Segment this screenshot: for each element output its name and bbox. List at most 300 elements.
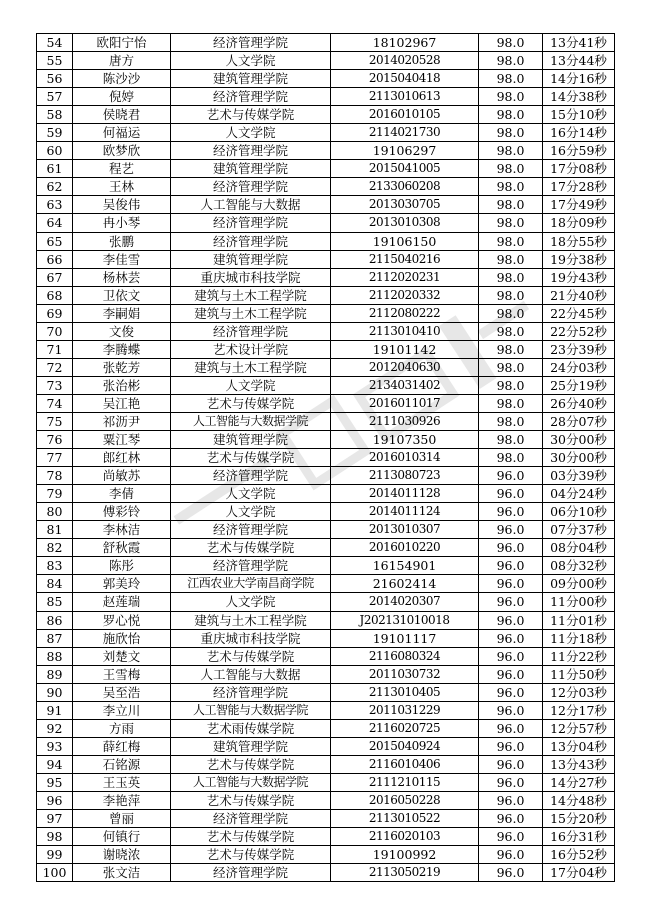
table-row bbox=[37, 701, 615, 719]
student-id-cell: 2014020528 bbox=[331, 52, 479, 70]
score-cell: 96.0 bbox=[479, 755, 543, 773]
time-cell: 14分38秒 bbox=[543, 88, 615, 106]
rank-cell: 72 bbox=[37, 358, 73, 376]
name-cell: 陈沙沙 bbox=[73, 70, 171, 88]
rank-cell: 71 bbox=[37, 340, 73, 358]
time-cell: 17分28秒 bbox=[543, 178, 615, 196]
time-cell: 16分52秒 bbox=[543, 846, 615, 864]
score-cell: 98.0 bbox=[479, 449, 543, 467]
college-cell: 人文学院 bbox=[171, 485, 331, 503]
time-cell: 30分00秒 bbox=[543, 449, 615, 467]
score-cell: 98.0 bbox=[479, 160, 543, 178]
name-cell: 方雨 bbox=[73, 719, 171, 737]
score-cell: 98.0 bbox=[479, 70, 543, 88]
time-cell: 14分48秒 bbox=[543, 791, 615, 809]
time-cell: 11分18秒 bbox=[543, 629, 615, 647]
rank-cell: 82 bbox=[37, 539, 73, 557]
student-id-cell: 2014011124 bbox=[331, 503, 479, 521]
name-cell: 曾丽 bbox=[73, 810, 171, 828]
name-cell: 陈彤 bbox=[73, 557, 171, 575]
college-cell: 经济管理学院 bbox=[171, 142, 331, 160]
score-cell: 96.0 bbox=[479, 503, 543, 521]
score-cell: 98.0 bbox=[479, 34, 543, 52]
table-row bbox=[37, 503, 615, 521]
table-row bbox=[37, 214, 615, 232]
college-cell: 建筑管理学院 bbox=[171, 160, 331, 178]
time-cell: 16分31秒 bbox=[543, 828, 615, 846]
rank-cell: 99 bbox=[37, 846, 73, 864]
time-cell: 14分27秒 bbox=[543, 773, 615, 791]
name-cell: 郭美玲 bbox=[73, 575, 171, 593]
student-id-cell: 2113050219 bbox=[331, 864, 479, 882]
rank-cell: 93 bbox=[37, 737, 73, 755]
college-cell: 建筑管理学院 bbox=[171, 737, 331, 755]
student-id-cell: 2115040216 bbox=[331, 250, 479, 268]
name-cell: 刘楚文 bbox=[73, 647, 171, 665]
name-cell: 吴至浩 bbox=[73, 683, 171, 701]
student-id-cell: 2014011128 bbox=[331, 485, 479, 503]
time-cell: 11分22秒 bbox=[543, 647, 615, 665]
table-row bbox=[37, 178, 615, 196]
table-row bbox=[37, 52, 615, 70]
time-cell: 18分55秒 bbox=[543, 232, 615, 250]
time-cell: 08分32秒 bbox=[543, 557, 615, 575]
name-cell: 王林 bbox=[73, 178, 171, 196]
student-id-cell: 2015040418 bbox=[331, 70, 479, 88]
time-cell: 12分57秒 bbox=[543, 719, 615, 737]
time-cell: 26分40秒 bbox=[543, 394, 615, 412]
student-id-cell: 19107350 bbox=[331, 431, 479, 449]
name-cell: 张鹏 bbox=[73, 232, 171, 250]
score-cell: 98.0 bbox=[479, 232, 543, 250]
student-id-cell: 2116020725 bbox=[331, 719, 479, 737]
rank-cell: 80 bbox=[37, 503, 73, 521]
table-row bbox=[37, 88, 615, 106]
rank-cell: 75 bbox=[37, 412, 73, 430]
score-cell: 96.0 bbox=[479, 485, 543, 503]
rank-cell: 57 bbox=[37, 88, 73, 106]
college-cell: 重庆城市科技学院 bbox=[171, 268, 331, 286]
table-row bbox=[37, 340, 615, 358]
table-row bbox=[37, 304, 615, 322]
time-cell: 22分45秒 bbox=[543, 304, 615, 322]
time-cell: 22分52秒 bbox=[543, 322, 615, 340]
name-cell: 李艳萍 bbox=[73, 791, 171, 809]
time-cell: 06分10秒 bbox=[543, 503, 615, 521]
rank-cell: 92 bbox=[37, 719, 73, 737]
college-cell: 经济管理学院 bbox=[171, 232, 331, 250]
table-row bbox=[37, 864, 615, 882]
college-cell: 艺术与传媒学院 bbox=[171, 647, 331, 665]
table-row bbox=[37, 647, 615, 665]
rank-cell: 86 bbox=[37, 611, 73, 629]
time-cell: 08分04秒 bbox=[543, 539, 615, 557]
rank-cell: 81 bbox=[37, 521, 73, 539]
college-cell: 经济管理学院 bbox=[171, 214, 331, 232]
rank-cell: 56 bbox=[37, 70, 73, 88]
table-row bbox=[37, 34, 615, 52]
name-cell: 侯晓君 bbox=[73, 106, 171, 124]
college-cell: 建筑管理学院 bbox=[171, 431, 331, 449]
college-cell: 人文学院 bbox=[171, 52, 331, 70]
student-id-cell: 2116010406 bbox=[331, 755, 479, 773]
college-cell: 人工智能与大数据学院 bbox=[171, 701, 331, 719]
score-cell: 98.0 bbox=[479, 340, 543, 358]
table-row bbox=[37, 322, 615, 340]
name-cell: 舒秋霞 bbox=[73, 539, 171, 557]
college-cell: 人工智能与大数据学院 bbox=[171, 412, 331, 430]
score-cell: 96.0 bbox=[479, 828, 543, 846]
score-cell: 98.0 bbox=[479, 214, 543, 232]
table-row bbox=[37, 846, 615, 864]
rank-cell: 74 bbox=[37, 394, 73, 412]
table-row bbox=[37, 160, 615, 178]
score-cell: 98.0 bbox=[479, 124, 543, 142]
time-cell: 15分20秒 bbox=[543, 810, 615, 828]
time-cell: 17分49秒 bbox=[543, 196, 615, 214]
student-id-cell: 2016010314 bbox=[331, 449, 479, 467]
time-cell: 13分04秒 bbox=[543, 737, 615, 755]
student-id-cell: 2012040630 bbox=[331, 358, 479, 376]
score-cell: 96.0 bbox=[479, 791, 543, 809]
score-cell: 96.0 bbox=[479, 737, 543, 755]
student-id-cell: 19100992 bbox=[331, 846, 479, 864]
time-cell: 03分39秒 bbox=[543, 467, 615, 485]
college-cell: 人工智能与大数据 bbox=[171, 665, 331, 683]
college-cell: 艺术设计学院 bbox=[171, 340, 331, 358]
name-cell: 唐方 bbox=[73, 52, 171, 70]
table-row bbox=[37, 431, 615, 449]
student-id-cell: 2111030926 bbox=[331, 412, 479, 430]
name-cell: 李倩 bbox=[73, 485, 171, 503]
time-cell: 19分38秒 bbox=[543, 250, 615, 268]
time-cell: 11分01秒 bbox=[543, 611, 615, 629]
student-id-cell: 2113010410 bbox=[331, 322, 479, 340]
student-id-cell: 2113080723 bbox=[331, 467, 479, 485]
rank-cell: 89 bbox=[37, 665, 73, 683]
table-row bbox=[37, 665, 615, 683]
table-row bbox=[37, 737, 615, 755]
rank-cell: 58 bbox=[37, 106, 73, 124]
name-cell: 杨林芸 bbox=[73, 268, 171, 286]
score-cell: 96.0 bbox=[479, 665, 543, 683]
rank-cell: 62 bbox=[37, 178, 73, 196]
time-cell: 14分16秒 bbox=[543, 70, 615, 88]
name-cell: 尚敏苏 bbox=[73, 467, 171, 485]
college-cell: 经济管理学院 bbox=[171, 864, 331, 882]
college-cell: 建筑与土木工程学院 bbox=[171, 358, 331, 376]
score-cell: 96.0 bbox=[479, 683, 543, 701]
rank-cell: 83 bbox=[37, 557, 73, 575]
time-cell: 17分04秒 bbox=[543, 864, 615, 882]
time-cell: 13分43秒 bbox=[543, 755, 615, 773]
time-cell: 24分03秒 bbox=[543, 358, 615, 376]
rank-cell: 65 bbox=[37, 232, 73, 250]
table-row bbox=[37, 755, 615, 773]
time-cell: 28分07秒 bbox=[543, 412, 615, 430]
rank-cell: 60 bbox=[37, 142, 73, 160]
college-cell: 艺术与传媒学院 bbox=[171, 394, 331, 412]
time-cell: 11分50秒 bbox=[543, 665, 615, 683]
score-cell: 98.0 bbox=[479, 376, 543, 394]
time-cell: 23分39秒 bbox=[543, 340, 615, 358]
rank-cell: 85 bbox=[37, 593, 73, 611]
name-cell: 李佳雪 bbox=[73, 250, 171, 268]
table-row bbox=[37, 467, 615, 485]
name-cell: 张文洁 bbox=[73, 864, 171, 882]
name-cell: 何镇行 bbox=[73, 828, 171, 846]
college-cell: 经济管理学院 bbox=[171, 557, 331, 575]
student-id-cell: 21602414 bbox=[331, 575, 479, 593]
name-cell: 张乾芳 bbox=[73, 358, 171, 376]
student-id-cell: 2016010220 bbox=[331, 539, 479, 557]
table-row bbox=[37, 268, 615, 286]
student-id-cell: 2113010405 bbox=[331, 683, 479, 701]
student-id-cell: 2013010307 bbox=[331, 521, 479, 539]
table-row bbox=[37, 828, 615, 846]
table-row bbox=[37, 719, 615, 737]
student-id-cell: 2016011017 bbox=[331, 394, 479, 412]
rank-cell: 64 bbox=[37, 214, 73, 232]
name-cell: 赵莲瑞 bbox=[73, 593, 171, 611]
rank-cell: 76 bbox=[37, 431, 73, 449]
college-cell: 建筑与土木工程学院 bbox=[171, 611, 331, 629]
score-cell: 96.0 bbox=[479, 467, 543, 485]
name-cell: 谢晓浓 bbox=[73, 846, 171, 864]
table-row bbox=[37, 142, 615, 160]
student-id-cell: 2116020103 bbox=[331, 828, 479, 846]
table-row bbox=[37, 250, 615, 268]
student-id-cell: 2016050228 bbox=[331, 791, 479, 809]
score-cell: 98.0 bbox=[479, 52, 543, 70]
time-cell: 04分24秒 bbox=[543, 485, 615, 503]
name-cell: 程艺 bbox=[73, 160, 171, 178]
name-cell: 李林洁 bbox=[73, 521, 171, 539]
student-id-cell: 2111210115 bbox=[331, 773, 479, 791]
results-table-body bbox=[37, 34, 615, 882]
score-cell: 96.0 bbox=[479, 701, 543, 719]
college-cell: 人文学院 bbox=[171, 376, 331, 394]
student-id-cell: 16154901 bbox=[331, 557, 479, 575]
table-row bbox=[37, 376, 615, 394]
name-cell: 欧梦欣 bbox=[73, 142, 171, 160]
college-cell: 经济管理学院 bbox=[171, 322, 331, 340]
table-row bbox=[37, 412, 615, 430]
score-cell: 98.0 bbox=[479, 322, 543, 340]
table-row bbox=[37, 521, 615, 539]
rank-cell: 63 bbox=[37, 196, 73, 214]
name-cell: 傅彩铃 bbox=[73, 503, 171, 521]
student-id-cell: 19106150 bbox=[331, 232, 479, 250]
score-cell: 96.0 bbox=[479, 719, 543, 737]
college-cell: 人工智能与大数据 bbox=[171, 196, 331, 214]
score-cell: 98.0 bbox=[479, 304, 543, 322]
time-cell: 07分37秒 bbox=[543, 521, 615, 539]
college-cell: 重庆城市科技学院 bbox=[171, 629, 331, 647]
college-cell: 艺术与传媒学院 bbox=[171, 539, 331, 557]
score-cell: 96.0 bbox=[479, 846, 543, 864]
score-cell: 98.0 bbox=[479, 88, 543, 106]
college-cell: 经济管理学院 bbox=[171, 88, 331, 106]
table-row bbox=[37, 196, 615, 214]
time-cell: 21分40秒 bbox=[543, 286, 615, 304]
score-cell: 96.0 bbox=[479, 810, 543, 828]
college-cell: 经济管理学院 bbox=[171, 178, 331, 196]
name-cell: 薛红梅 bbox=[73, 737, 171, 755]
name-cell: 郎红林 bbox=[73, 449, 171, 467]
rank-cell: 94 bbox=[37, 755, 73, 773]
name-cell: 卫依文 bbox=[73, 286, 171, 304]
score-cell: 98.0 bbox=[479, 412, 543, 430]
table-row bbox=[37, 358, 615, 376]
score-cell: 98.0 bbox=[479, 431, 543, 449]
student-id-cell: 2011030732 bbox=[331, 665, 479, 683]
score-cell: 98.0 bbox=[479, 358, 543, 376]
time-cell: 12分03秒 bbox=[543, 683, 615, 701]
student-id-cell: 2015040924 bbox=[331, 737, 479, 755]
score-cell: 96.0 bbox=[479, 611, 543, 629]
score-cell: 96.0 bbox=[479, 629, 543, 647]
name-cell: 冉小琴 bbox=[73, 214, 171, 232]
rank-cell: 59 bbox=[37, 124, 73, 142]
table-row bbox=[37, 286, 615, 304]
college-cell: 经济管理学院 bbox=[171, 810, 331, 828]
college-cell: 经济管理学院 bbox=[171, 34, 331, 52]
college-cell: 人文学院 bbox=[171, 503, 331, 521]
student-id-cell: 2134031402 bbox=[331, 376, 479, 394]
table-row bbox=[37, 394, 615, 412]
score-cell: 96.0 bbox=[479, 539, 543, 557]
score-cell: 98.0 bbox=[479, 178, 543, 196]
score-cell: 98.0 bbox=[479, 268, 543, 286]
student-id-cell: 19101117 bbox=[331, 629, 479, 647]
rank-cell: 78 bbox=[37, 467, 73, 485]
college-cell: 建筑管理学院 bbox=[171, 70, 331, 88]
name-cell: 石铭源 bbox=[73, 755, 171, 773]
score-cell: 96.0 bbox=[479, 647, 543, 665]
table-row bbox=[37, 575, 615, 593]
student-id-cell: 2113010522 bbox=[331, 810, 479, 828]
time-cell: 17分08秒 bbox=[543, 160, 615, 178]
college-cell: 江西农业大学南昌商学院 bbox=[171, 575, 331, 593]
score-cell: 98.0 bbox=[479, 250, 543, 268]
name-cell: 祁沥尹 bbox=[73, 412, 171, 430]
college-cell: 艺术与传媒学院 bbox=[171, 791, 331, 809]
name-cell: 王雪梅 bbox=[73, 665, 171, 683]
student-id-cell: 2013010308 bbox=[331, 214, 479, 232]
table-row bbox=[37, 70, 615, 88]
time-cell: 30分00秒 bbox=[543, 431, 615, 449]
score-cell: 98.0 bbox=[479, 394, 543, 412]
college-cell: 建筑管理学院 bbox=[171, 250, 331, 268]
student-id-cell: 2112020332 bbox=[331, 286, 479, 304]
college-cell: 人工智能与大数据学院 bbox=[171, 773, 331, 791]
rank-cell: 66 bbox=[37, 250, 73, 268]
time-cell: 13分41秒 bbox=[543, 34, 615, 52]
table-row bbox=[37, 539, 615, 557]
table-row bbox=[37, 810, 615, 828]
name-cell: 张治彬 bbox=[73, 376, 171, 394]
student-id-cell: 2112080222 bbox=[331, 304, 479, 322]
score-cell: 96.0 bbox=[479, 521, 543, 539]
rank-cell: 69 bbox=[37, 304, 73, 322]
table-row bbox=[37, 773, 615, 791]
student-id-cell: 2112020231 bbox=[331, 268, 479, 286]
table-row bbox=[37, 791, 615, 809]
name-cell: 李立川 bbox=[73, 701, 171, 719]
name-cell: 施欣怡 bbox=[73, 629, 171, 647]
table-row bbox=[37, 124, 615, 142]
student-id-cell: 2133060208 bbox=[331, 178, 479, 196]
table-row bbox=[37, 449, 615, 467]
table-row bbox=[37, 557, 615, 575]
score-cell: 96.0 bbox=[479, 593, 543, 611]
name-cell: 王玉英 bbox=[73, 773, 171, 791]
rank-cell: 88 bbox=[37, 647, 73, 665]
rank-cell: 91 bbox=[37, 701, 73, 719]
rank-cell: 98 bbox=[37, 828, 73, 846]
rank-cell: 97 bbox=[37, 810, 73, 828]
rank-cell: 61 bbox=[37, 160, 73, 178]
rank-cell: 67 bbox=[37, 268, 73, 286]
table-row bbox=[37, 683, 615, 701]
student-id-cell: 2011031229 bbox=[331, 701, 479, 719]
rank-cell: 96 bbox=[37, 791, 73, 809]
college-cell: 经济管理学院 bbox=[171, 683, 331, 701]
table-row bbox=[37, 106, 615, 124]
time-cell: 18分09秒 bbox=[543, 214, 615, 232]
score-cell: 98.0 bbox=[479, 142, 543, 160]
rank-cell: 73 bbox=[37, 376, 73, 394]
college-cell: 经济管理学院 bbox=[171, 521, 331, 539]
rank-cell: 68 bbox=[37, 286, 73, 304]
student-id-cell: 18102967 bbox=[331, 34, 479, 52]
rank-cell: 55 bbox=[37, 52, 73, 70]
college-cell: 艺术与传媒学院 bbox=[171, 106, 331, 124]
time-cell: 15分10秒 bbox=[543, 106, 615, 124]
score-cell: 98.0 bbox=[479, 286, 543, 304]
student-id-cell: 2014020307 bbox=[331, 593, 479, 611]
college-cell: 人文学院 bbox=[171, 124, 331, 142]
college-cell: 建筑与土木工程学院 bbox=[171, 304, 331, 322]
name-cell: 吴江艳 bbox=[73, 394, 171, 412]
student-id-cell: 19106297 bbox=[331, 142, 479, 160]
rank-cell: 70 bbox=[37, 322, 73, 340]
student-id-cell: 2015041005 bbox=[331, 160, 479, 178]
time-cell: 16分59秒 bbox=[543, 142, 615, 160]
college-cell: 艺术雨传媒学院 bbox=[171, 719, 331, 737]
table-row bbox=[37, 629, 615, 647]
rank-cell: 87 bbox=[37, 629, 73, 647]
student-id-cell: 2016010105 bbox=[331, 106, 479, 124]
rank-cell: 95 bbox=[37, 773, 73, 791]
table-row bbox=[37, 485, 615, 503]
table-row bbox=[37, 611, 615, 629]
college-cell: 建筑与土木工程学院 bbox=[171, 286, 331, 304]
rank-cell: 54 bbox=[37, 34, 73, 52]
student-id-cell: 2114021730 bbox=[331, 124, 479, 142]
rank-cell: 84 bbox=[37, 575, 73, 593]
college-cell: 艺术与传媒学院 bbox=[171, 449, 331, 467]
rank-cell: 90 bbox=[37, 683, 73, 701]
time-cell: 09分00秒 bbox=[543, 575, 615, 593]
table-row bbox=[37, 232, 615, 250]
name-cell: 罗心悦 bbox=[73, 611, 171, 629]
table-row bbox=[37, 593, 615, 611]
time-cell: 19分43秒 bbox=[543, 268, 615, 286]
student-id-cell: 2113010613 bbox=[331, 88, 479, 106]
time-cell: 16分14秒 bbox=[543, 124, 615, 142]
